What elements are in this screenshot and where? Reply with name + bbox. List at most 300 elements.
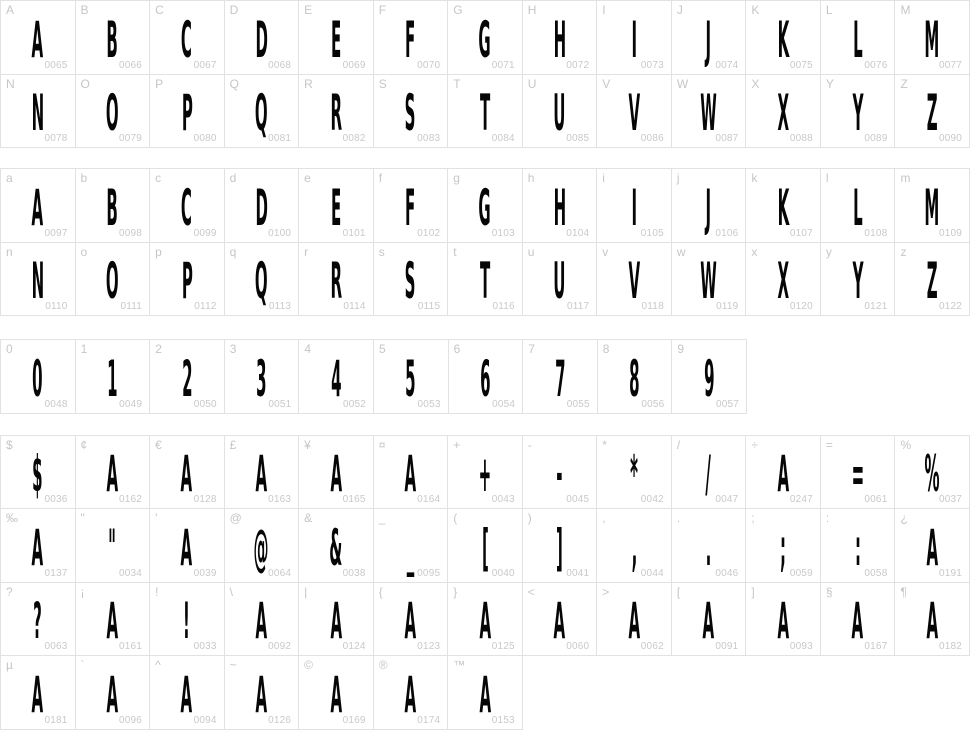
cell-glyph-text: = — [851, 445, 864, 504]
cell-char-label: ¥ — [304, 437, 311, 452]
cell-glyph-text: $ — [32, 445, 43, 504]
cell-char-label: 5 — [378, 342, 386, 356]
glyph-cell — [225, 75, 300, 149]
cell-unicode-code: 0075 — [789, 59, 813, 71]
cell-glyph-text: A — [330, 665, 342, 724]
cell-char-label: Z — [900, 76, 908, 91]
cell-unicode-code: 0167 — [864, 641, 888, 652]
cell-unicode-code: 0060 — [566, 641, 590, 652]
cell-unicode-code: 0046 — [715, 567, 739, 579]
cell-unicode-code: 0121 — [864, 301, 888, 312]
cell-unicode-code: 0099 — [193, 227, 217, 239]
cell-unicode-code: 0095 — [417, 567, 441, 579]
cell-glyph-text: A — [702, 592, 715, 651]
cell-char-label: a — [6, 171, 13, 185]
cell-unicode-code: 0051 — [268, 398, 292, 410]
cell-glyph-text: A — [330, 592, 342, 651]
glyph-block-punctuation-symbols — [0, 435, 970, 730]
glyph-cell — [374, 75, 449, 149]
glyph-cell — [225, 243, 300, 317]
cell-char-label: ? — [6, 584, 13, 599]
cell-char-label: * — [602, 437, 607, 452]
cell-unicode-code: 0106 — [715, 227, 739, 239]
glyph-cell — [448, 509, 523, 583]
glyph-cell — [672, 509, 747, 583]
cell-unicode-code: 0076 — [864, 59, 888, 71]
glyph-cell — [1, 75, 76, 149]
cell-char-label: ] — [751, 584, 755, 599]
cell-char-label: " — [80, 511, 85, 525]
cell-unicode-code: 0165 — [342, 494, 366, 505]
cell-glyph-text: T — [479, 252, 491, 311]
cell-char-label: _ — [378, 511, 386, 525]
cell-char-label: r — [304, 244, 309, 259]
cell-unicode-code: 0111 — [120, 301, 143, 312]
glyph-cell — [1, 436, 76, 510]
glyph-cell — [150, 340, 225, 414]
cell-char-label: ¡ — [80, 584, 85, 599]
cell-glyph-text: V — [628, 84, 640, 143]
cell-glyph-text: Q — [254, 252, 268, 311]
cell-unicode-code: 0067 — [193, 59, 217, 71]
cell-glyph-text: G — [478, 10, 492, 69]
cell-char-label: v — [602, 244, 609, 259]
cell-unicode-code: 0077 — [938, 59, 962, 71]
cell-char-label: ! — [155, 584, 159, 599]
cell-char-label: d — [229, 171, 237, 185]
cell-unicode-code: 0247 — [789, 494, 813, 505]
cell-glyph-text: J — [705, 178, 712, 237]
cell-char-label: ÷ — [751, 437, 758, 452]
cell-char-label: L — [825, 3, 833, 17]
glyph-cell — [448, 436, 523, 510]
cell-unicode-code: 0082 — [342, 133, 366, 144]
cell-unicode-code: 0053 — [417, 398, 441, 410]
cell-unicode-code: 0043 — [491, 494, 515, 505]
cell-char-label: D — [229, 3, 239, 17]
cell-unicode-code: 0072 — [566, 59, 590, 71]
cell-unicode-code: 0101 — [342, 227, 366, 239]
cell-glyph-text: A — [31, 665, 44, 724]
glyph-cell — [448, 169, 523, 243]
cell-glyph-text: A — [404, 665, 417, 724]
cell-glyph-text: _ — [406, 518, 415, 577]
cell-unicode-code: 0107 — [789, 227, 813, 239]
cell-unicode-code: 0093 — [789, 641, 813, 652]
cell-unicode-code: 0058 — [864, 567, 888, 579]
glyph-cell — [672, 75, 747, 149]
glyph-cell — [448, 583, 523, 657]
cell-char-label: S — [378, 76, 387, 91]
cell-glyph-text: ; — [780, 518, 787, 577]
cell-glyph-text: E — [330, 178, 342, 237]
cell-glyph-text: D — [255, 178, 268, 237]
cell-char-label: ™ — [453, 658, 466, 672]
cell-unicode-code: 0105 — [640, 227, 664, 239]
cell-glyph-text: A — [404, 445, 417, 504]
cell-glyph-text: X — [777, 252, 789, 311]
glyph-cell — [597, 243, 672, 317]
glyph-cell — [299, 656, 374, 730]
cell-glyph-text: A — [181, 665, 193, 724]
cell-char-label: p — [155, 244, 162, 259]
cell-unicode-code: 0065 — [44, 59, 68, 71]
glyph-cell — [374, 340, 449, 414]
cell-char-label: % — [900, 437, 912, 452]
glyph-cell — [374, 436, 449, 510]
cell-glyph-text: A — [553, 592, 566, 651]
glyph-cell — [523, 509, 598, 583]
glyph-cell — [76, 243, 151, 317]
glyph-cell — [895, 1, 970, 75]
cell-unicode-code: 0108 — [864, 227, 888, 239]
cell-char-label: ¿ — [900, 511, 908, 525]
cell-unicode-code: 0042 — [640, 494, 664, 505]
cell-char-label: R — [304, 76, 313, 91]
cell-char-label: I — [602, 3, 606, 17]
cell-char-label: 0 — [6, 342, 13, 356]
cell-char-label: 9 — [677, 342, 685, 356]
cell-char-label: / — [676, 437, 681, 452]
cell-glyph-text: + — [478, 445, 492, 504]
cell-unicode-code: 0063 — [44, 641, 68, 652]
cell-unicode-code: 0182 — [938, 641, 962, 652]
cell-unicode-code: 0039 — [193, 567, 217, 579]
glyph-cell — [150, 1, 225, 75]
cell-glyph-text: A — [404, 592, 417, 651]
cell-unicode-code: 0191 — [938, 567, 962, 579]
cell-char-label: 1 — [80, 342, 88, 356]
cell-glyph-text: Y — [852, 252, 864, 311]
glyph-cell — [150, 75, 225, 149]
cell-char-label: w — [676, 244, 686, 259]
glyph-cell — [1, 169, 76, 243]
glyph-cell — [299, 169, 374, 243]
cell-char-label: . — [676, 511, 681, 525]
cell-unicode-code: 0123 — [417, 641, 441, 652]
cell-char-label: } — [453, 584, 458, 599]
glyph-cell — [672, 243, 747, 317]
cell-unicode-code: 0048 — [44, 398, 68, 410]
cell-unicode-code: 0097 — [44, 227, 68, 239]
cell-glyph-text: 7 — [554, 349, 566, 408]
glyph-cell — [1, 340, 76, 414]
cell-unicode-code: 0161 — [119, 641, 143, 652]
cell-char-label: O — [80, 76, 90, 91]
cell-glyph-text: 5 — [405, 349, 417, 408]
cell-unicode-code: 0104 — [566, 227, 590, 239]
cell-glyph-text: C — [181, 10, 193, 69]
cell-char-label: o — [80, 244, 88, 259]
cell-unicode-code: 0080 — [193, 133, 217, 144]
cell-glyph-text: E — [330, 10, 342, 69]
cell-char-label: ® — [378, 658, 388, 672]
cell-glyph-text: , — [631, 518, 637, 577]
cell-char-label: K — [751, 3, 760, 17]
cell-glyph-text: 1 — [107, 349, 118, 408]
cell-glyph-text: R — [330, 252, 342, 311]
glyph-cell — [597, 169, 672, 243]
cell-unicode-code: 0079 — [119, 133, 143, 144]
glyph-cell — [76, 75, 151, 149]
cell-unicode-code: 0044 — [640, 567, 664, 579]
glyph-cell — [821, 75, 896, 149]
cell-unicode-code: 0038 — [342, 567, 366, 579]
cell-glyph-text: Z — [926, 84, 938, 143]
cell-unicode-code: 0054 — [492, 398, 516, 410]
cell-unicode-code: 0041 — [566, 567, 590, 579]
cell-glyph-text: ] — [556, 518, 563, 577]
cell-char-label: 8 — [602, 342, 610, 356]
cell-glyph-text: N — [31, 252, 45, 311]
cell-glyph-text: K — [777, 178, 789, 237]
glyph-cell — [299, 509, 374, 583]
glyph-cell — [76, 583, 151, 657]
cell-unicode-code: 0069 — [342, 59, 366, 71]
cell-glyph-text: O — [105, 84, 119, 143]
cell-unicode-code: 0181 — [44, 714, 68, 726]
glyph-cell — [448, 243, 523, 317]
cell-glyph-text: 2 — [181, 349, 193, 408]
cell-glyph-text: H — [553, 10, 566, 69]
cell-unicode-code: 0089 — [864, 133, 888, 144]
cell-char-label: N — [6, 76, 15, 91]
cell-char-label: = — [825, 437, 833, 452]
cell-unicode-code: 0117 — [566, 301, 590, 312]
cell-glyph-text: H — [553, 178, 566, 237]
cell-glyph-text: A — [777, 592, 789, 651]
glyph-cell — [374, 583, 449, 657]
cell-char-label: W — [676, 76, 689, 91]
glyph-cell — [746, 583, 821, 657]
cell-glyph-text: Z — [926, 252, 938, 311]
cell-glyph-text: A — [926, 592, 939, 651]
cell-glyph-text: A — [479, 665, 491, 724]
cell-glyph-text: . — [705, 518, 712, 577]
cell-unicode-code: 0068 — [268, 59, 292, 71]
cell-unicode-code: 0114 — [343, 301, 366, 312]
cell-unicode-code: 0110 — [45, 301, 68, 312]
cell-char-label: \ — [229, 584, 233, 599]
glyph-cell — [76, 1, 151, 75]
cell-unicode-code: 0036 — [44, 494, 68, 505]
cell-char-label: G — [453, 3, 463, 17]
cell-unicode-code: 0120 — [789, 301, 813, 312]
cell-char-label: F — [378, 3, 387, 17]
cell-glyph-text: F — [405, 10, 416, 69]
cell-unicode-code: 0122 — [938, 301, 962, 312]
cell-unicode-code: 0103 — [491, 227, 515, 239]
cell-char-label: ^ — [155, 658, 161, 672]
cell-glyph-text: P — [181, 84, 193, 143]
cell-glyph-text: G — [478, 178, 492, 237]
cell-glyph-text: 3 — [256, 349, 267, 408]
glyph-cell — [225, 340, 300, 414]
cell-char-label: V — [602, 76, 611, 91]
cell-char-label: © — [304, 658, 313, 672]
glyph-cell — [523, 1, 598, 75]
cell-glyph-text: A — [106, 445, 119, 504]
cell-unicode-code: 0066 — [119, 59, 143, 71]
glyph-cell — [1, 509, 76, 583]
cell-glyph-text: : — [854, 518, 861, 577]
cell-char-label: & — [304, 511, 313, 525]
glyph-cell — [374, 243, 449, 317]
cell-unicode-code: 0059 — [789, 567, 813, 579]
glyph-cell — [821, 243, 896, 317]
cell-unicode-code: 0057 — [715, 398, 739, 410]
cell-unicode-code: 0112 — [194, 301, 217, 312]
glyph-cell — [672, 340, 747, 414]
glyph-cell — [150, 169, 225, 243]
cell-char-label: : — [825, 511, 830, 525]
cell-char-label: € — [155, 437, 162, 452]
cell-unicode-code: 0137 — [44, 567, 68, 579]
cell-unicode-code: 0045 — [566, 494, 590, 505]
cell-unicode-code: 0047 — [715, 494, 739, 505]
glyph-cell — [76, 169, 151, 243]
cell-char-label: ‰ — [6, 511, 18, 525]
glyph-cell — [895, 509, 970, 583]
cell-unicode-code: 0070 — [417, 59, 441, 71]
cell-unicode-code: 0098 — [119, 227, 143, 239]
glyph-cell — [821, 169, 896, 243]
glyph-cell — [523, 75, 598, 149]
cell-glyph-text: U — [553, 252, 566, 311]
cell-char-label: | — [304, 584, 308, 599]
cell-char-label: t — [453, 244, 457, 259]
cell-glyph-text: A — [851, 592, 864, 651]
cell-glyph-text: D — [255, 10, 268, 69]
glyph-cell — [225, 583, 300, 657]
cell-char-label: e — [304, 171, 311, 185]
glyph-cell — [225, 169, 300, 243]
glyph-cell — [523, 583, 598, 657]
cell-glyph-text: A — [777, 445, 789, 504]
cell-glyph-text: I — [631, 10, 637, 69]
glyph-cell — [746, 243, 821, 317]
cell-glyph-text: F — [405, 178, 416, 237]
cell-unicode-code: 0109 — [938, 227, 962, 239]
glyph-cell — [76, 509, 151, 583]
cell-char-label: 3 — [229, 342, 237, 356]
cell-char-label: > — [602, 584, 610, 599]
cell-glyph-text: A — [330, 445, 342, 504]
glyph-cell — [374, 509, 449, 583]
glyph-cell — [821, 583, 896, 657]
cell-char-label: q — [229, 244, 237, 259]
cell-char-label: f — [378, 171, 383, 185]
cell-glyph-text: " — [108, 518, 117, 577]
cell-glyph-text: A — [255, 592, 268, 651]
glyph-cell — [597, 1, 672, 75]
cell-unicode-code: 0094 — [193, 714, 217, 726]
cell-unicode-code: 0050 — [193, 398, 217, 410]
cell-glyph-text: K — [777, 10, 789, 69]
glyph-cell — [299, 436, 374, 510]
cell-char-label: ( — [453, 511, 458, 525]
cell-glyph-text: 9 — [703, 349, 715, 408]
glyph-block-uppercase-letters — [0, 0, 970, 148]
cell-unicode-code: 0116 — [492, 301, 515, 312]
cell-unicode-code: 0084 — [491, 133, 515, 144]
cell-unicode-code: 0163 — [268, 494, 292, 505]
cell-glyph-text: / — [705, 445, 712, 504]
cell-unicode-code: 0061 — [864, 494, 888, 505]
cell-glyph-text: A — [479, 592, 491, 651]
glyph-cell — [821, 509, 896, 583]
glyph-cell — [895, 583, 970, 657]
cell-unicode-code: 0056 — [641, 398, 665, 410]
cell-unicode-code: 0090 — [938, 133, 962, 144]
glyph-cell — [597, 75, 672, 149]
glyph-cell — [150, 583, 225, 657]
cell-char-label: 2 — [155, 342, 162, 356]
cell-char-label: P — [155, 76, 164, 91]
glyph-block-numbers — [0, 339, 747, 414]
cell-char-label: ¢ — [80, 437, 88, 452]
cell-char-label: @ — [229, 511, 242, 525]
glyph-cell — [448, 75, 523, 149]
glyph-cell — [225, 1, 300, 75]
cell-glyph-text: W — [700, 252, 717, 311]
cell-char-label: 4 — [304, 342, 312, 356]
cell-glyph-text: S — [405, 252, 416, 311]
cell-glyph-text: A — [181, 445, 193, 504]
cell-char-label: J — [676, 3, 683, 17]
cell-char-label: Q — [229, 76, 239, 91]
glyph-cell — [225, 436, 300, 510]
cell-unicode-code: 0088 — [789, 133, 813, 144]
cell-unicode-code: 0055 — [566, 398, 590, 410]
glyph-cell — [523, 243, 598, 317]
cell-glyph-text: O — [105, 252, 119, 311]
cell-unicode-code: 0125 — [491, 641, 515, 652]
cell-char-label: l — [825, 171, 829, 185]
cell-unicode-code: 0128 — [193, 494, 217, 505]
cell-char-label: $ — [6, 437, 13, 452]
glyph-cell — [150, 436, 225, 510]
cell-char-label: b — [80, 171, 88, 185]
cell-unicode-code: 0169 — [342, 714, 366, 726]
cell-unicode-code: 0037 — [938, 494, 962, 505]
cell-unicode-code: 0118 — [641, 301, 664, 312]
glyph-cell — [597, 509, 672, 583]
cell-char-label: n — [6, 244, 13, 259]
glyph-cell — [746, 1, 821, 75]
cell-glyph-text: L — [852, 10, 863, 69]
glyph-cell — [821, 436, 896, 510]
glyph-cell — [225, 656, 300, 730]
cell-glyph-text: B — [106, 178, 119, 237]
cell-char-label: - — [527, 437, 532, 452]
glyph-cell — [746, 436, 821, 510]
cell-char-label: ; — [751, 511, 755, 525]
glyph-cell — [895, 75, 970, 149]
cell-glyph-text: % — [924, 445, 940, 504]
cell-char-label: i — [602, 171, 605, 185]
cell-glyph-text: P — [181, 252, 193, 311]
cell-glyph-text: A — [31, 518, 44, 577]
cell-glyph-text: R — [330, 84, 342, 143]
cell-glyph-text: A — [106, 665, 119, 724]
glyph-cell — [746, 509, 821, 583]
glyph-cell — [672, 436, 747, 510]
cell-char-label: u — [527, 244, 535, 259]
cell-unicode-code: 0033 — [193, 641, 217, 652]
glyph-cell — [821, 1, 896, 75]
cell-unicode-code: 0085 — [566, 133, 590, 144]
